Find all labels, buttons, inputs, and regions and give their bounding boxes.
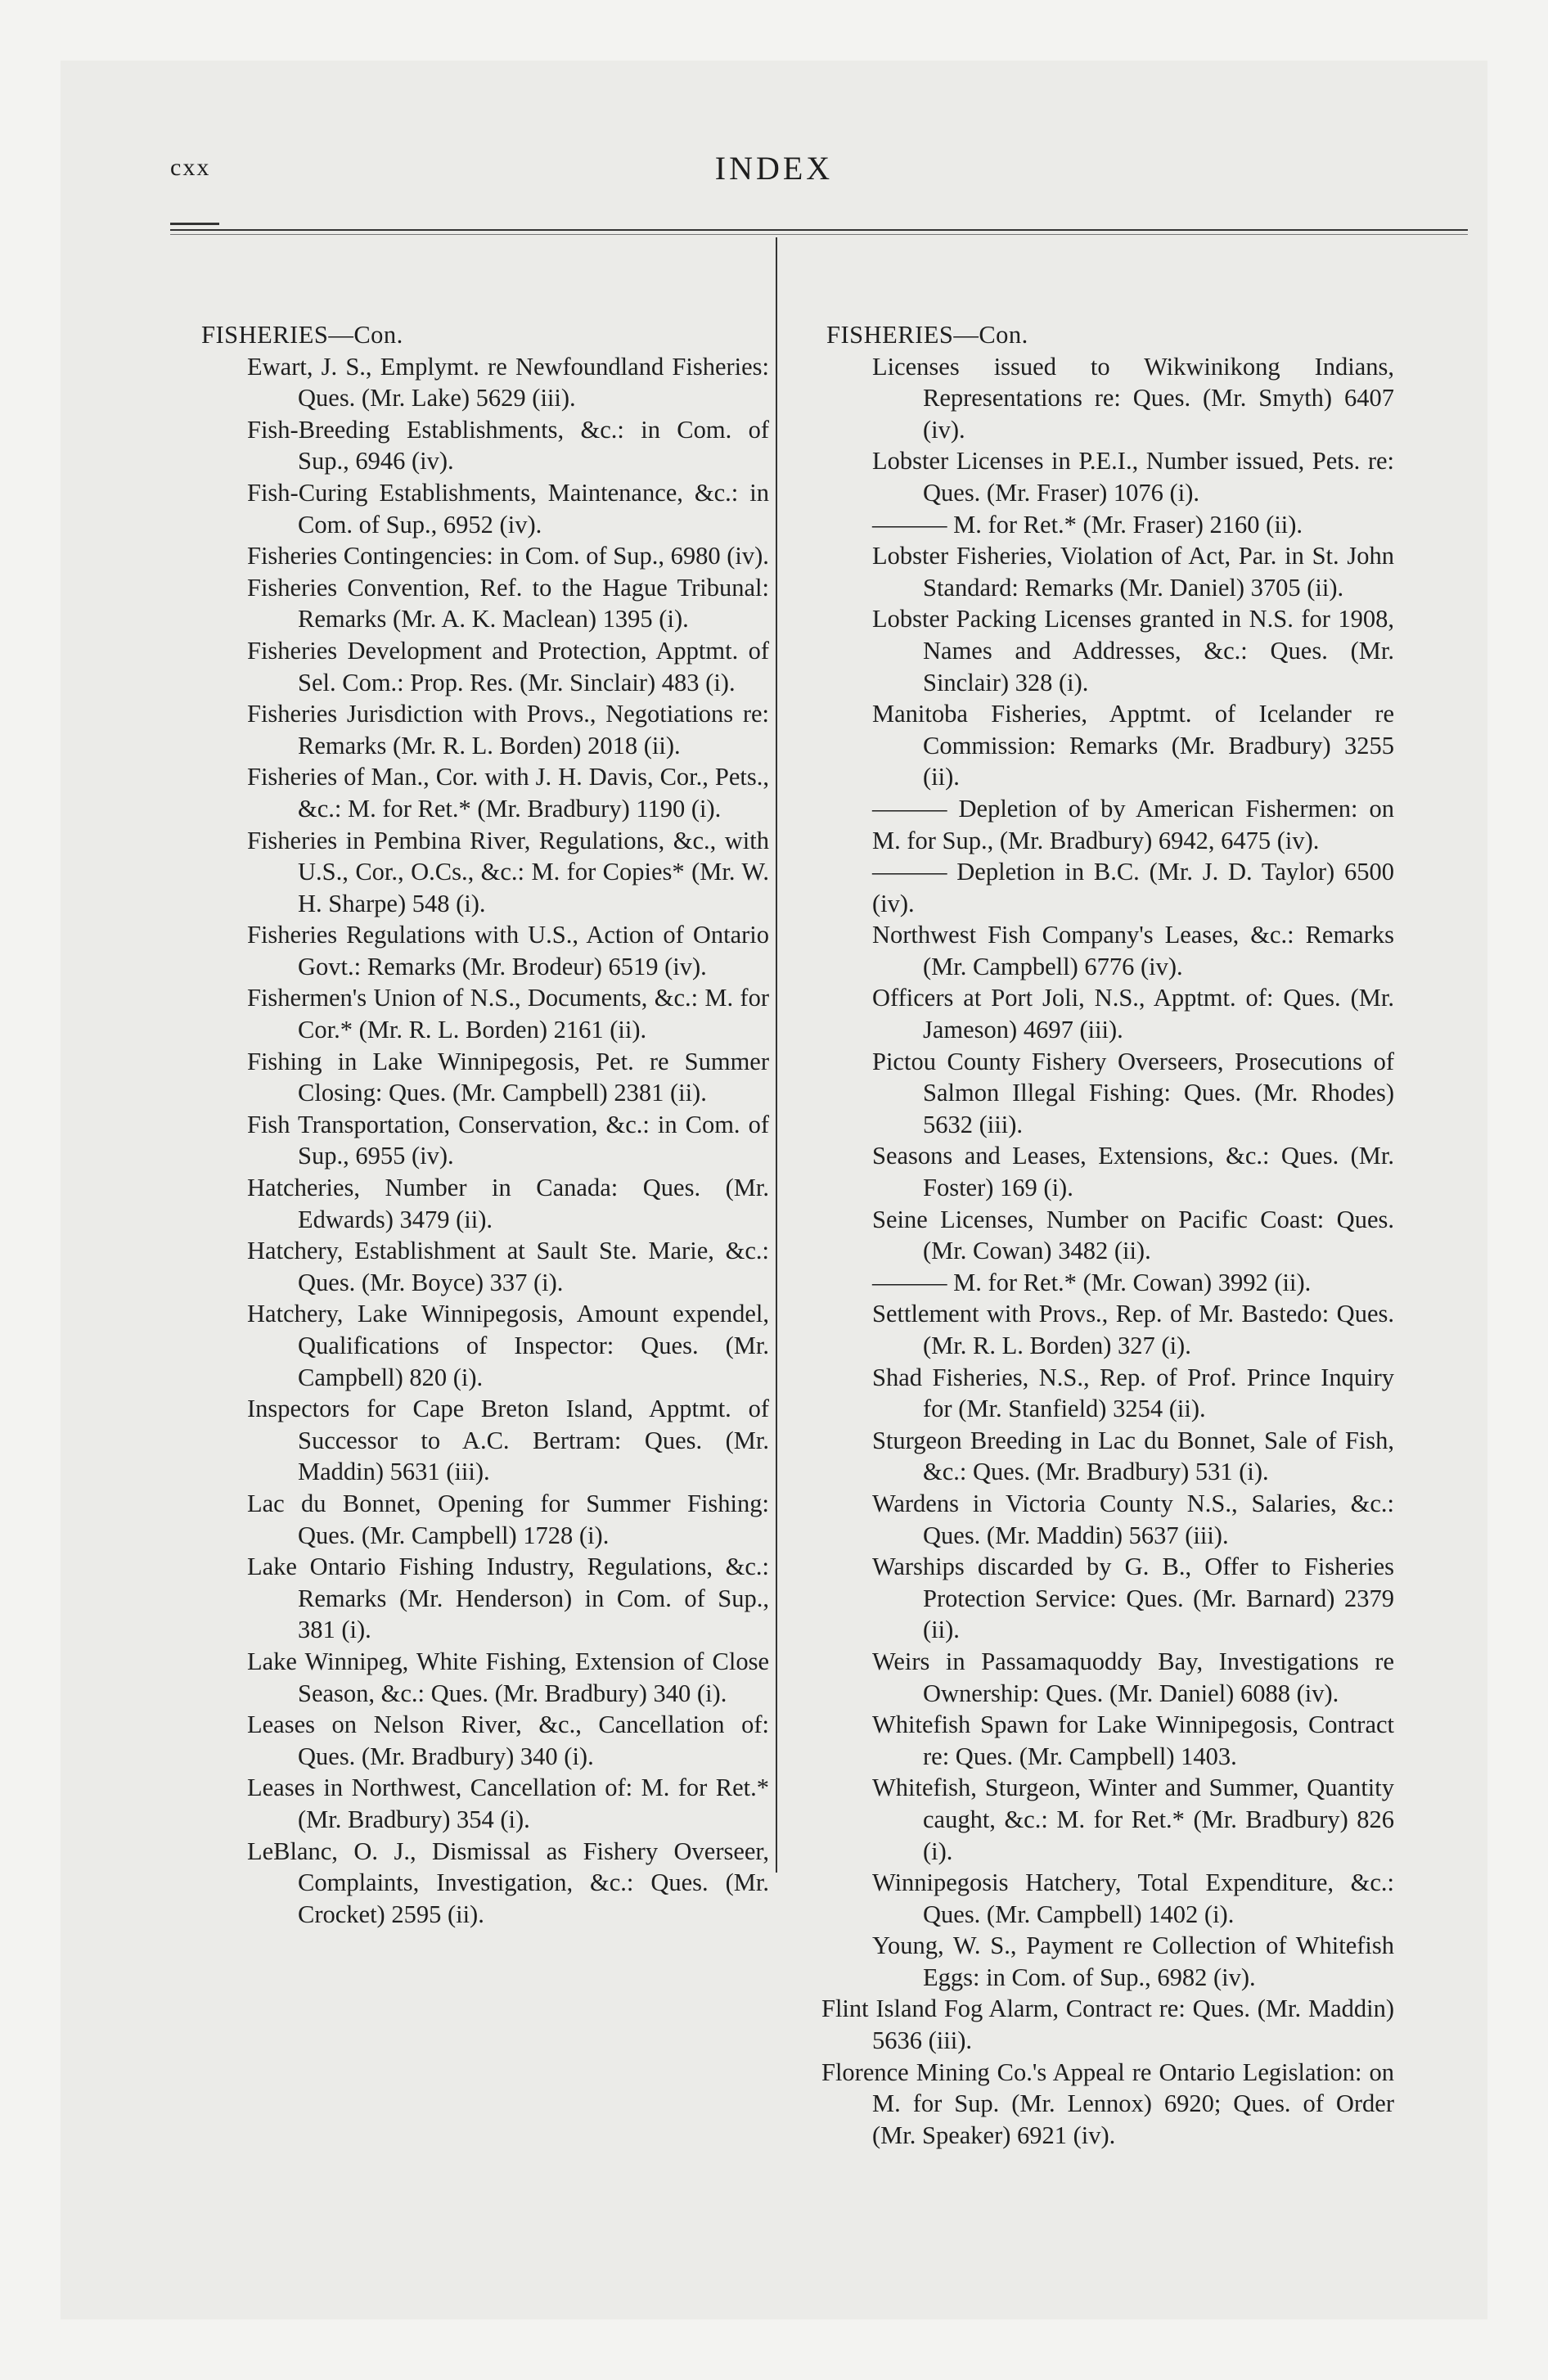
index-entry: Leases on Nelson River, &c., Cancellation of: Ques. (Mr. Bradbury) 340 (i). xyxy=(247,1711,769,1770)
index-entry: Fisheries Convention, Ref. to the Hague Tribunal: Remarks (Mr. A. K. Maclean) 1395 (i). xyxy=(247,573,769,633)
index-entry: Licenses issued to Wikwinikong Indians, Representations re: Ques. (Mr. Smyth) 6407 (iv). xyxy=(872,352,1394,444)
index-entry: Fisheries Contingencies: in Com. of Sup., 6980 (iv). xyxy=(247,542,769,570)
index-entry: Lac du Bonnet, Opening for Summer Fishing: Ques. (Mr. Campbell) 1728 (i). xyxy=(247,1489,769,1549)
index-entry: ——— M. for Ret.* (Mr. Fraser) 2160 (ii). xyxy=(872,510,1303,539)
index-entry: Lobster Licenses in P.E.I., Number issued, Pets. re: Ques. (Mr. Fraser) 1076 (i). xyxy=(872,447,1394,507)
index-entry: Fishing in Lake Winnipegosis, Pet. re Summer Closing: Ques. (Mr. Campbell) 2381 (ii). xyxy=(247,1047,769,1107)
column-divider xyxy=(776,237,777,1873)
header-rule-thin xyxy=(170,234,1468,235)
index-entry: Fisheries in Pembina River, Regulations, &c., with U.S., Cor., O.Cs., &c.: M. for Copies* (Mr. W. H. Sharpe) 548 (i). xyxy=(247,826,769,917)
right-after-list xyxy=(821,1993,1394,2151)
index-entry: Flint Island Fog Alarm, Contract re: Ques. (Mr. Maddin) 5636 (iii). xyxy=(821,1995,1394,2055)
index-entry: Hatchery, Lake Winnipegosis, Amount expendel, Qualifications of Inspector: Ques. (Mr. Campbell) 820 (i). xyxy=(247,1300,769,1391)
index-entry: Leases in Northwest, Cancellation of: M. for Ret.* (Mr. Bradbury) 354 (i). xyxy=(247,1774,769,1833)
index-entry: Seasons and Leases, Extensions, &c.: Ques. (Mr. Foster) 169 (i). xyxy=(872,1142,1394,1202)
index-entry: Hatcheries, Number in Canada: Ques. (Mr. Edwards) 3479 (ii). xyxy=(247,1174,769,1233)
index-entry: Pictou County Fishery Overseers, Prosecutions of Salmon Illegal Fishing: Ques. (Mr. Rhodes) 5632 (iii). xyxy=(872,1047,1394,1138)
index-entry: Whitefish, Sturgeon, Winter and Summer, Quantity caught, &c.: M. for Ret.* (Mr. Bradbury) 826 (i). xyxy=(872,1774,1394,1865)
index-entry: Sturgeon Breeding in Lac du Bonnet, Sale of Fish, &c.: Ques. (Mr. Bradbury) 531 (i). xyxy=(872,1426,1394,1486)
index-entry: Florence Mining Co.'s Appeal re Ontario Legislation: on M. for Sup. (Mr. Lennox) 6920; Ques. of Order (Mr. Speaker) 6921 (iv). xyxy=(821,2058,1394,2149)
index-entry: Shad Fisheries, N.S., Rep. of Prof. Prince Inquiry for (Mr. Stanfield) 3254 (ii). xyxy=(872,1363,1394,1423)
left-column xyxy=(196,319,769,1930)
index-entry: Ewart, J. S., Emplymt. re Newfoundland Fisheries: Ques. (Mr. Lake) 5629 (iii). xyxy=(247,352,769,412)
index-entry: Warships discarded by G. B., Offer to Fisheries Protection Service: Ques. (Mr. Barnard) 2379 (ii). xyxy=(872,1553,1394,1644)
index-entry: Whitefish Spawn for Lake Winnipegosis, Contract re: Ques. (Mr. Campbell) 1403. xyxy=(872,1711,1394,1770)
index-entry: Officers at Port Joli, N.S., Apptmt. of: Ques. (Mr. Jameson) 4697 (iii). xyxy=(872,984,1394,1044)
right-entry-list xyxy=(821,351,1394,1994)
index-entry: Inspectors for Cape Breton Island, Apptmt. of Successor to A.C. Bertram: Ques. (Mr. Maddin) 5631 (iii). xyxy=(247,1395,769,1486)
index-entry: ——— Depletion of by American Fishermen: on M. for Sup., (Mr. Bradbury) 6942, 6475 (iv). xyxy=(872,794,1394,854)
index-entry: Northwest Fish Company's Leases, &c.: Remarks (Mr. Campbell) 6776 (iv). xyxy=(872,921,1394,980)
index-entry: Lake Ontario Fishing Industry, Regulations, &c.: Remarks (Mr. Henderson) in Com. of Sup., 381 (i). xyxy=(247,1553,769,1644)
index-entry: Fisheries Jurisdiction with Provs., Negotiations re: Remarks (Mr. R. L. Borden) 2018 (ii). xyxy=(247,700,769,760)
index-entry: Lake Winnipeg, White Fishing, Extension of Close Season, &c.: Ques. (Mr. Bradbury) 340 (i). xyxy=(247,1647,769,1707)
index-entry: Fisheries Development and Protection, Apptmt. of Sel. Com.: Prop. Res. (Mr. Sinclair) 483 (i). xyxy=(247,636,769,696)
index-entry: Manitoba Fisheries, Apptmt. of Icelander re Commission: Remarks (Mr. Bradbury) 3255 (ii). xyxy=(872,700,1394,791)
index-entry: LeBlanc, O. J., Dismissal as Fishery Overseer, Complaints, Investigation, &c.: Ques. (Mr. Crocket) 2595 (ii). xyxy=(247,1837,769,1928)
index-entry: Lobster Packing Licenses granted in N.S. for 1908, Names and Addresses, &c.: Ques. (Mr. Sinclair) 328 (i). xyxy=(872,605,1394,696)
index-entry: Lobster Fisheries, Violation of Act, Par. in St. John Standard: Remarks (Mr. Daniel) 3705 (ii). xyxy=(872,542,1394,602)
index-entry: Fisheries of Man., Cor. with J. H. Davis, Cor., Pets., &c.: M. for Ret.* (Mr. Bradbury) 1190 (i). xyxy=(247,763,769,823)
page-title: INDEX xyxy=(714,150,834,187)
right-column-heading: FISHERIES—Con. xyxy=(826,321,1028,349)
left-entry-list xyxy=(196,351,769,1931)
index-entry: Fisheries Regulations with U.S., Action of Ontario Govt.: Remarks (Mr. Brodeur) 6519 (iv). xyxy=(247,921,769,980)
index-entry: Seine Licenses, Number on Pacific Coast: Ques. (Mr. Cowan) 3482 (ii). xyxy=(872,1205,1394,1265)
index-entry: Hatchery, Establishment at Sault Ste. Marie, &c.: Ques. (Mr. Boyce) 337 (i). xyxy=(247,1237,769,1296)
left-column-heading: FISHERIES—Con. xyxy=(201,321,403,349)
index-entry: Fish Transportation, Conservation, &c.: in Com. of Sup., 6955 (iv). xyxy=(247,1110,769,1170)
index-entry: Weirs in Passamaquoddy Bay, Investigations re Ownership: Ques. (Mr. Daniel) 6088 (iv). xyxy=(872,1647,1394,1707)
index-entry: Settlement with Provs., Rep. of Mr. Bastedo: Ques. (Mr. R. L. Borden) 327 (i). xyxy=(872,1300,1394,1359)
index-entry: Fish-Breeding Establishments, &c.: in Com. of Sup., 6946 (iv). xyxy=(247,415,769,476)
right-column xyxy=(821,319,1394,2151)
index-entry: Fishermen's Union of N.S., Documents, &c.: M. for Cor.* (Mr. R. L. Borden) 2161 (ii). xyxy=(247,984,769,1044)
index-entry: ——— M. for Ret.* (Mr. Cowan) 3992 (ii). xyxy=(872,1268,1312,1296)
header-rule-left xyxy=(170,223,219,225)
index-entry: Young, W. S., Payment re Collection of Whitefish Eggs: in Com. of Sup., 6982 (iv). xyxy=(872,1931,1394,1991)
index-entry: Wardens in Victoria County N.S., Salaries, &c.: Ques. (Mr. Maddin) 5637 (iii). xyxy=(872,1489,1394,1549)
index-entry: Winnipegosis Hatchery, Total Expenditure, &c.: Ques. (Mr. Campbell) 1402 (i). xyxy=(872,1868,1394,1928)
index-entry: Fish-Curing Establishments, Maintenance, &c.: in Com. of Sup., 6952 (iv). xyxy=(247,478,769,539)
index-entry: ——— Depletion in B.C. (Mr. J. D. Taylor) 6500 (iv). xyxy=(872,858,1394,917)
page-number: cxx xyxy=(170,154,211,181)
header-rule xyxy=(170,229,1468,231)
index-page xyxy=(61,61,1487,2319)
